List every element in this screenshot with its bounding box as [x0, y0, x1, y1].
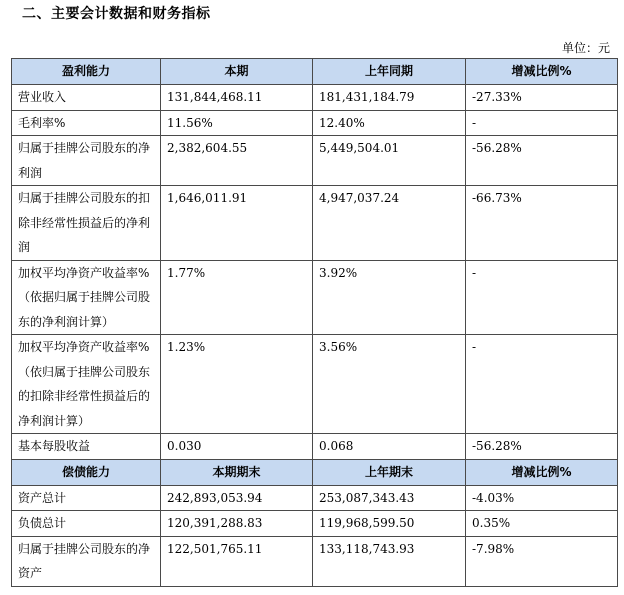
row-label: 资产总计 [12, 485, 161, 511]
cell-value: -7.98% [466, 536, 618, 586]
cell-value: -4.03% [466, 485, 618, 511]
cell-value: 0.030 [161, 434, 313, 460]
row-label: 加权平均净资产收益率%（依据归属于挂牌公司股东的净利润计算） [12, 260, 161, 335]
cell-value: 131,844,468.11 [161, 85, 313, 111]
row-label: 归属于挂牌公司股东的净利润 [12, 136, 161, 186]
row-label: 归属于挂牌公司股东的净资产 [12, 536, 161, 586]
cell-value: 3.56% [313, 335, 466, 434]
row-label: 营业收入 [12, 85, 161, 111]
cell-value: 11.56% [161, 110, 313, 136]
cell-value: - [466, 335, 618, 434]
unit-label: 单位：元 [561, 41, 610, 55]
cell-value: 181,431,184.79 [313, 85, 466, 111]
section-heading: 二、主要会计数据和财务指标 [22, 6, 211, 22]
cell-value: 1.23% [161, 335, 313, 434]
table-row [12, 511, 618, 537]
header-cell: 上年期末 [313, 459, 466, 485]
table-header-row [12, 59, 618, 85]
table-row [12, 434, 618, 460]
cell-value: 120,391,288.83 [161, 511, 313, 537]
header-cell: 本期期末 [161, 459, 313, 485]
cell-value: 1,646,011.91 [161, 186, 313, 261]
header-cell: 本期 [161, 59, 313, 85]
cell-value: 253,087,343.43 [313, 485, 466, 511]
table-row [12, 260, 618, 335]
header-cell: 偿债能力 [12, 459, 161, 485]
cell-value: 12.40% [313, 110, 466, 136]
cell-value: 5,449,504.01 [313, 136, 466, 186]
header-cell: 增减比例% [466, 59, 618, 85]
cell-value: 242,893,053.94 [161, 485, 313, 511]
table-row [12, 136, 618, 186]
cell-value: 2,382,604.55 [161, 136, 313, 186]
cell-value: -56.28% [466, 136, 618, 186]
table-row [12, 335, 618, 434]
cell-value: 1.77% [161, 260, 313, 335]
cell-value: -27.33% [466, 85, 618, 111]
cell-value: -56.28% [466, 434, 618, 460]
cell-value: - [466, 260, 618, 335]
cell-value: 0.35% [466, 511, 618, 537]
row-label: 负债总计 [12, 511, 161, 537]
header-cell: 增减比例% [466, 459, 618, 485]
cell-value: 122,501,765.11 [161, 536, 313, 586]
table-row [12, 485, 618, 511]
header-cell: 盈利能力 [12, 59, 161, 85]
cell-value: 133,118,743.93 [313, 536, 466, 586]
table-row [12, 536, 618, 586]
cell-value: 0.068 [313, 434, 466, 460]
cell-value: 4,947,037.24 [313, 186, 466, 261]
header-cell: 上年同期 [313, 59, 466, 85]
table-row [12, 186, 618, 261]
row-label: 基本每股收益 [12, 434, 161, 460]
table-header-row [12, 459, 618, 485]
financial-indicators-table [11, 58, 618, 587]
cell-value: - [466, 110, 618, 136]
cell-value: 119,968,599.50 [313, 511, 466, 537]
cell-value: 3.92% [313, 260, 466, 335]
table-row [12, 85, 618, 111]
cell-value: -66.73% [466, 186, 618, 261]
table-row [12, 110, 618, 136]
row-label: 毛利率% [12, 110, 161, 136]
row-label: 归属于挂牌公司股东的扣除非经常性损益后的净利润 [12, 186, 161, 261]
row-label: 加权平均净资产收益率%（依归属于挂牌公司股东的扣除非经常性损益后的净利润计算） [12, 335, 161, 434]
